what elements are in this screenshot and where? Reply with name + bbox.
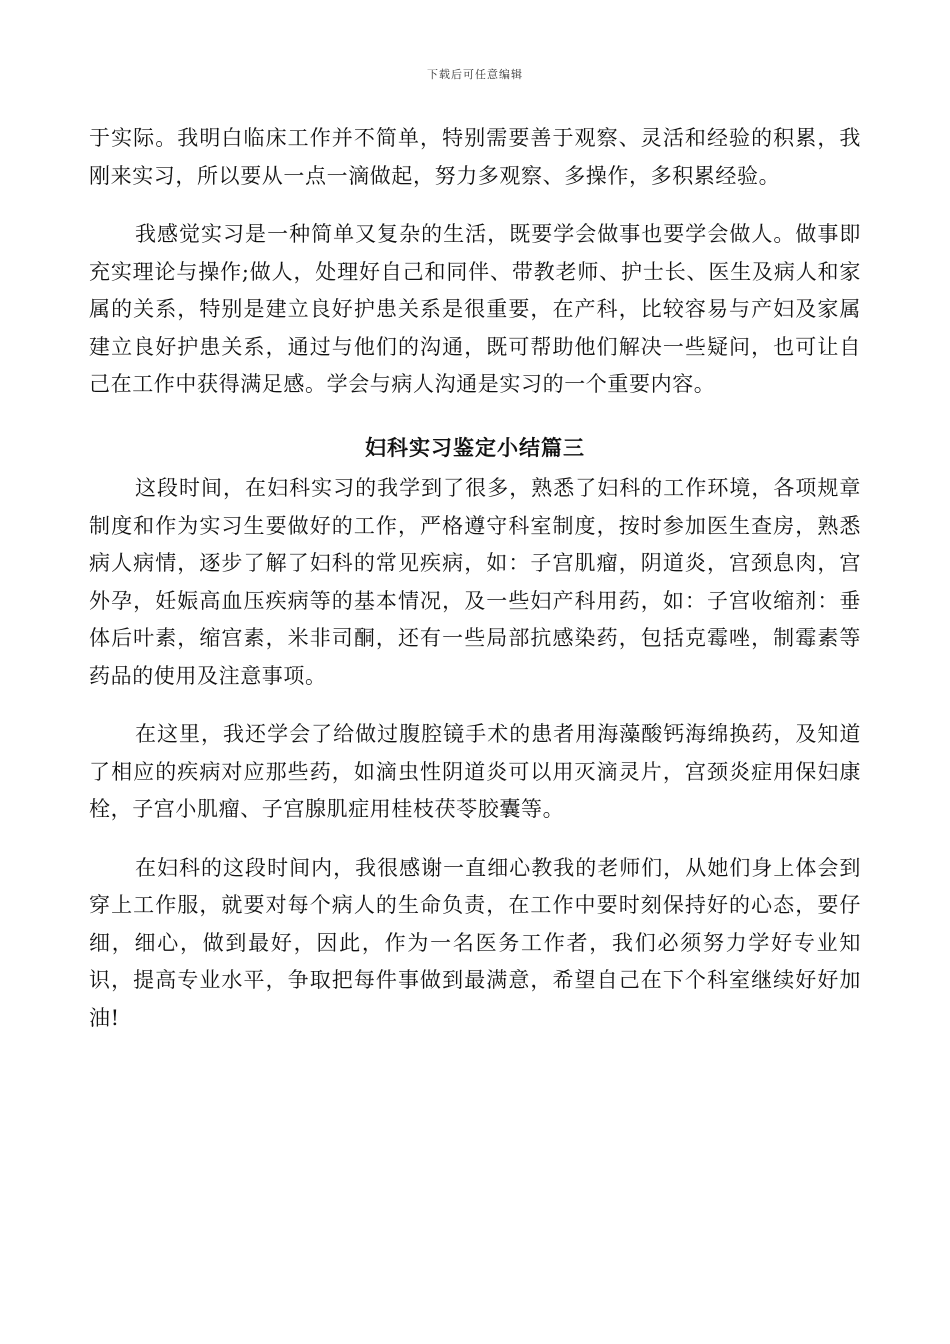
paragraph-gap xyxy=(89,695,861,716)
paragraph-internship-feelings: 我感觉实习是一种简单又复杂的生活，既要学会做事也要学会做人。做事即充实理论与操作;做人，处理好自己和同伴、带教老师、护士长、医生及病人和家属的关系，特别是建立良好护患关系是很重要，在产科，比较容易与产妇及家属建立良好护患关系，通过与他们的沟通，既可帮助他们解决一些疑问，也可让自己在工作中获得满足感。学会与病人沟通是实习的一个重要内容。 xyxy=(89,222,861,396)
paragraph-gratitude: 在妇科的这段时间内，我很感谢一直细心教我的老师们，从她们身上体会到穿上工作服，就要对每个病人的生命负责，在工作中要时刻保持好的心态，要仔细，细心，做到最好，因此，作为一名医务工作者，我们必须努力学好专业知识，提高专业水平，争取把每件事做到最满意，希望自己在下个科室继续好好加油! xyxy=(89,855,861,1030)
paragraph-continuation: 于实际。我明白临床工作并不简单，特别需要善于观察、灵活和经验的积累，我刚来实习，所以要从一点一滴做起，努力多观察、多操作，多积累经验。 xyxy=(89,126,861,188)
paragraph-gap xyxy=(89,404,861,425)
document-body xyxy=(89,120,861,1037)
paragraph-gap xyxy=(89,829,861,850)
header-note: 下载后可任意编辑 xyxy=(427,68,523,81)
section-heading: 妇科实习鉴定小结篇三 xyxy=(365,434,585,460)
paragraph-skills-learned: 在这里，我还学会了给做过腹腔镜手术的患者用海藻酸钙海绵换药，及知道了相应的疾病对应那些药，如滴虫性阴道炎可以用灭滴灵片，宫颈炎症用保妇康栓，子宫小肌瘤、子宫腺肌症用桂枝茯苓胶囊等。 xyxy=(89,722,861,821)
paragraph-gynecology-learning: 这段时间，在妇科实习的我学到了很多，熟悉了妇科的工作环境，各项规章制度和作为实习生要做好的工作，严格遵守科室制度，按时参加医生查房，熟悉病人病情，逐步了解了妇科的常见疾病，如：子宫肌瘤，阴道炎，宫颈息肉，宫外孕，妊娠高血压疾病等的基本情况，及一些妇产科用药，如：子宫收缩剂：垂体后叶素，缩宫素，米非司酮，还有一些局部抗感染药，包括克霉唑，制霉素等药品的使用及注意事项。 xyxy=(89,476,861,688)
paragraph-gap xyxy=(89,195,861,216)
